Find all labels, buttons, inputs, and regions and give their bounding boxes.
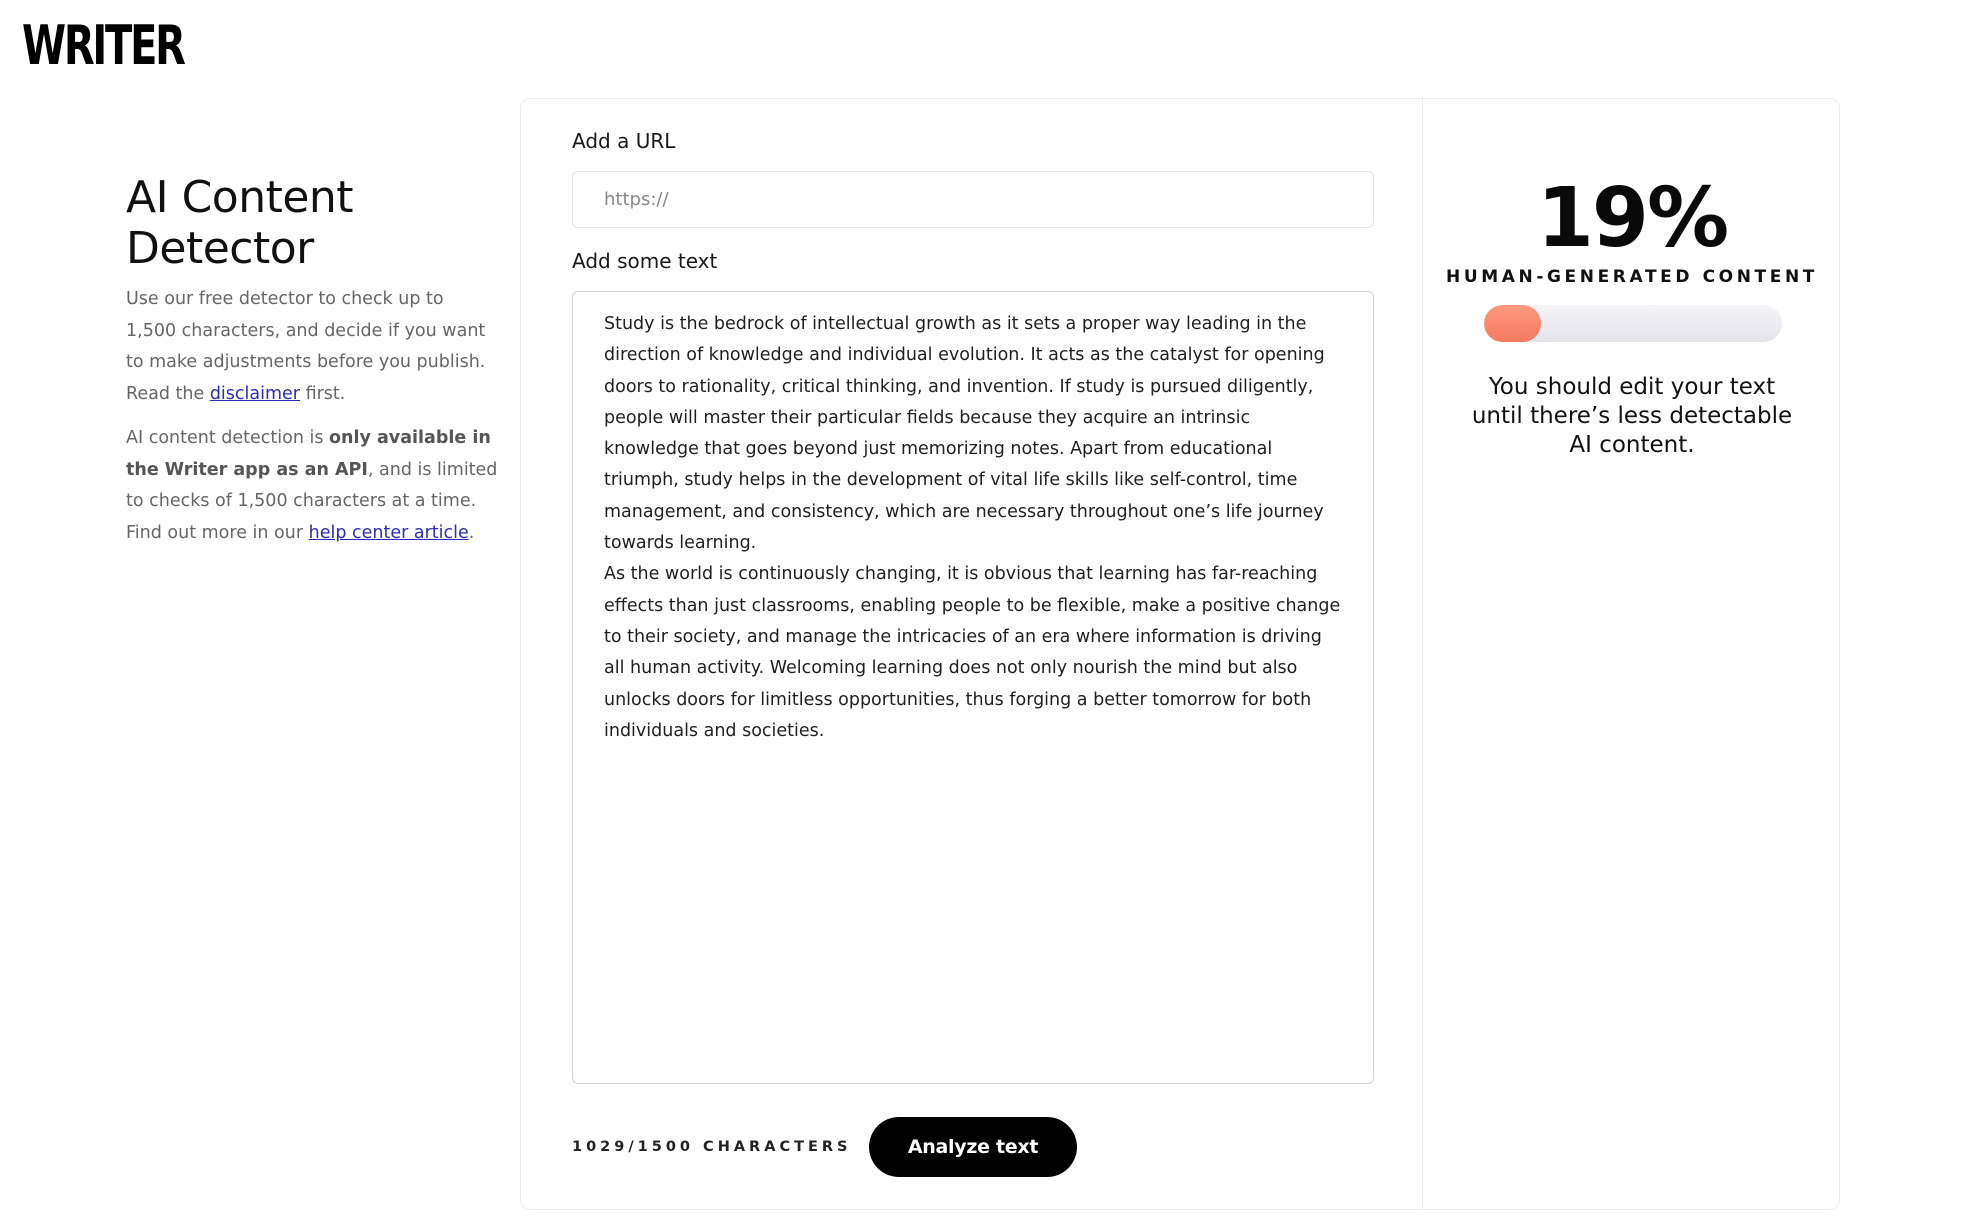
availability-text-end: .: [468, 522, 475, 543]
writer-logo[interactable]: WRITER: [22, 14, 184, 77]
text-paragraph-2: As the world is continuously changing, it is obvious that learning has far-reaching effects than just classrooms, enabling people to be flexible, make a positive change to their society, and manage the intricacies of an era where information is driving all human activity. Welcoming learning does not only nourish the mind but also unlocks doors for limitless opportunities, thus forging a better tomorrow for both individuals and societies.: [604, 564, 1341, 741]
score-label: HUMAN-GENERATED CONTENT: [1446, 267, 1818, 287]
intro-description-end: first.: [300, 383, 346, 404]
result-advice: You should edit your text until there’s less detectable AI content.: [1471, 374, 1793, 458]
text-label: Add some text: [572, 249, 718, 273]
intro-description-text: Use our free detector to check up to 1,500 characters, and decide if you want to make adjustments before you publish. Read the: [126, 289, 486, 404]
page-title-line2: Detector: [126, 223, 314, 274]
url-label: Add a URL: [572, 129, 676, 153]
text-input-area[interactable]: [572, 291, 1374, 1084]
intro-availability: [126, 423, 498, 549]
help-center-link[interactable]: help center article: [308, 522, 469, 543]
url-input[interactable]: [572, 171, 1374, 228]
availability-text-mid: , and is limited to checks of 1,500 characters at a time. Find out more in our: [126, 459, 498, 543]
page-title: [126, 172, 498, 274]
analyze-text-button[interactable]: Analyze text: [869, 1117, 1077, 1177]
intro-section: [126, 172, 498, 549]
character-counter: 1029/1500 CHARACTERS: [572, 1139, 852, 1155]
detector-card: [520, 98, 1840, 1210]
intro-description: [126, 284, 498, 410]
availability-highlight: only available in the Writer app as an API: [126, 428, 491, 480]
page-title-line1: AI Content: [126, 172, 354, 223]
score-percent: 19%: [1536, 171, 1728, 266]
score-meter-fill: [1484, 305, 1541, 342]
disclaimer-link[interactable]: disclaimer: [209, 383, 300, 404]
score-meter: [1484, 305, 1782, 342]
availability-text-start: AI content detection is: [126, 428, 330, 448]
result-panel: [1423, 99, 1841, 1209]
text-paragraph-1: Study is the bedrock of intellectual growth as it sets a proper way leading in the direction of knowledge and individual evolution. It acts as the catalyst for opening doors to rationality, critical thinking, and invention. If study is pursued diligently, people will master their particular fields because they acquire an intrinsic knowledge that goes beyond just memorizing notes. Apart from educational triumph, study helps in the development of vital life skills like self-control, time management, and consistency, which are necessary throughout one’s life journey towards learning.: [604, 314, 1325, 554]
